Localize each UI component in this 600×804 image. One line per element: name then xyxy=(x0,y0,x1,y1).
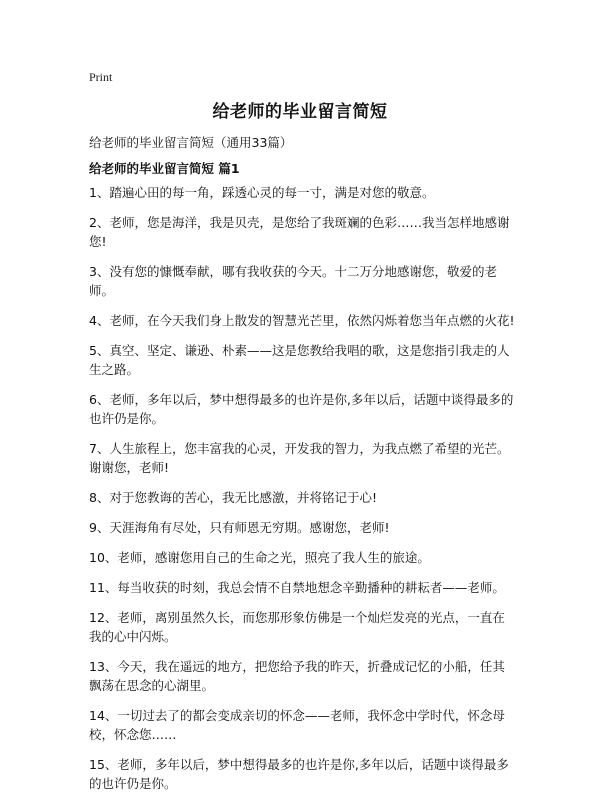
message-item-13: 13、今天，我在遥远的地方，把您给予我的昨天，折叠成记忆的小船，任其飘荡在思念的心湖里。 xyxy=(89,659,505,693)
message-item-8: 8、对于您教诲的苦心，我无比感激，并将铭记于心! xyxy=(89,490,377,505)
message-item-5: 5、真空、坚定、谦逊、朴素——这是您教给我唱的歌，这是您指引我走的人生之路。 xyxy=(89,343,510,377)
message-item-15: 15、老师，多年以后，梦中想得最多的也许是你,多年以后，话题中谈得最多的也许仍是你。 xyxy=(89,757,509,791)
message-item-4: 4、老师，在今天我们身上散发的智慧光芒里，依然闪烁着您当年点燃的火花! xyxy=(89,313,515,328)
document-subtitle: 给老师的毕业留言简短（通用33篇） xyxy=(89,135,293,150)
print-link[interactable]: Print xyxy=(89,70,113,84)
message-item-7: 7、人生旅程上，您丰富我的心灵，开发我的智力，为我点燃了希望的光芒。谢谢您，老师! xyxy=(89,441,510,475)
message-item-1: 1、踏遍心田的每一角，踩透心灵的每一寸，满是对您的敬意。 xyxy=(89,185,435,200)
message-item-12: 12、老师，离别虽然久长，而您那形象仿佛是一个灿烂发亮的光点，一直在我的心中闪烁。 xyxy=(89,610,505,644)
page-title: 给老师的毕业留言简短 xyxy=(212,102,388,122)
message-item-2: 2、老师，您是海洋，我是贝壳，是您给了我斑斓的色彩……我当怎样地感谢您! xyxy=(89,215,510,249)
section-heading: 给老师的毕业留言简短 篇1 xyxy=(89,161,240,176)
message-item-14: 14、一切过去了的都会变成亲切的怀念——老师，我怀念中学时代，怀念母校，怀念您…… xyxy=(89,708,505,742)
message-item-10: 10、老师，感谢您用自己的生命之光，照亮了我人生的旅途。 xyxy=(89,550,430,565)
message-item-6: 6、老师，多年以后，梦中想得最多的也许是你,多年以后，话题中谈得最多的也许仍是你。 xyxy=(89,392,514,426)
message-list xyxy=(89,183,517,804)
message-item-3: 3、没有您的慷慨奉献，哪有我收获的今天。十二万分地感谢您，敬爱的老师。 xyxy=(89,264,497,298)
message-item-9: 9、天涯海角有尽处，只有师恩无穷期。感谢您，老师! xyxy=(89,520,390,535)
message-item-11: 11、每当收获的时刻，我总会情不自禁地想念辛勤播种的耕耘者——老师。 xyxy=(89,580,505,595)
